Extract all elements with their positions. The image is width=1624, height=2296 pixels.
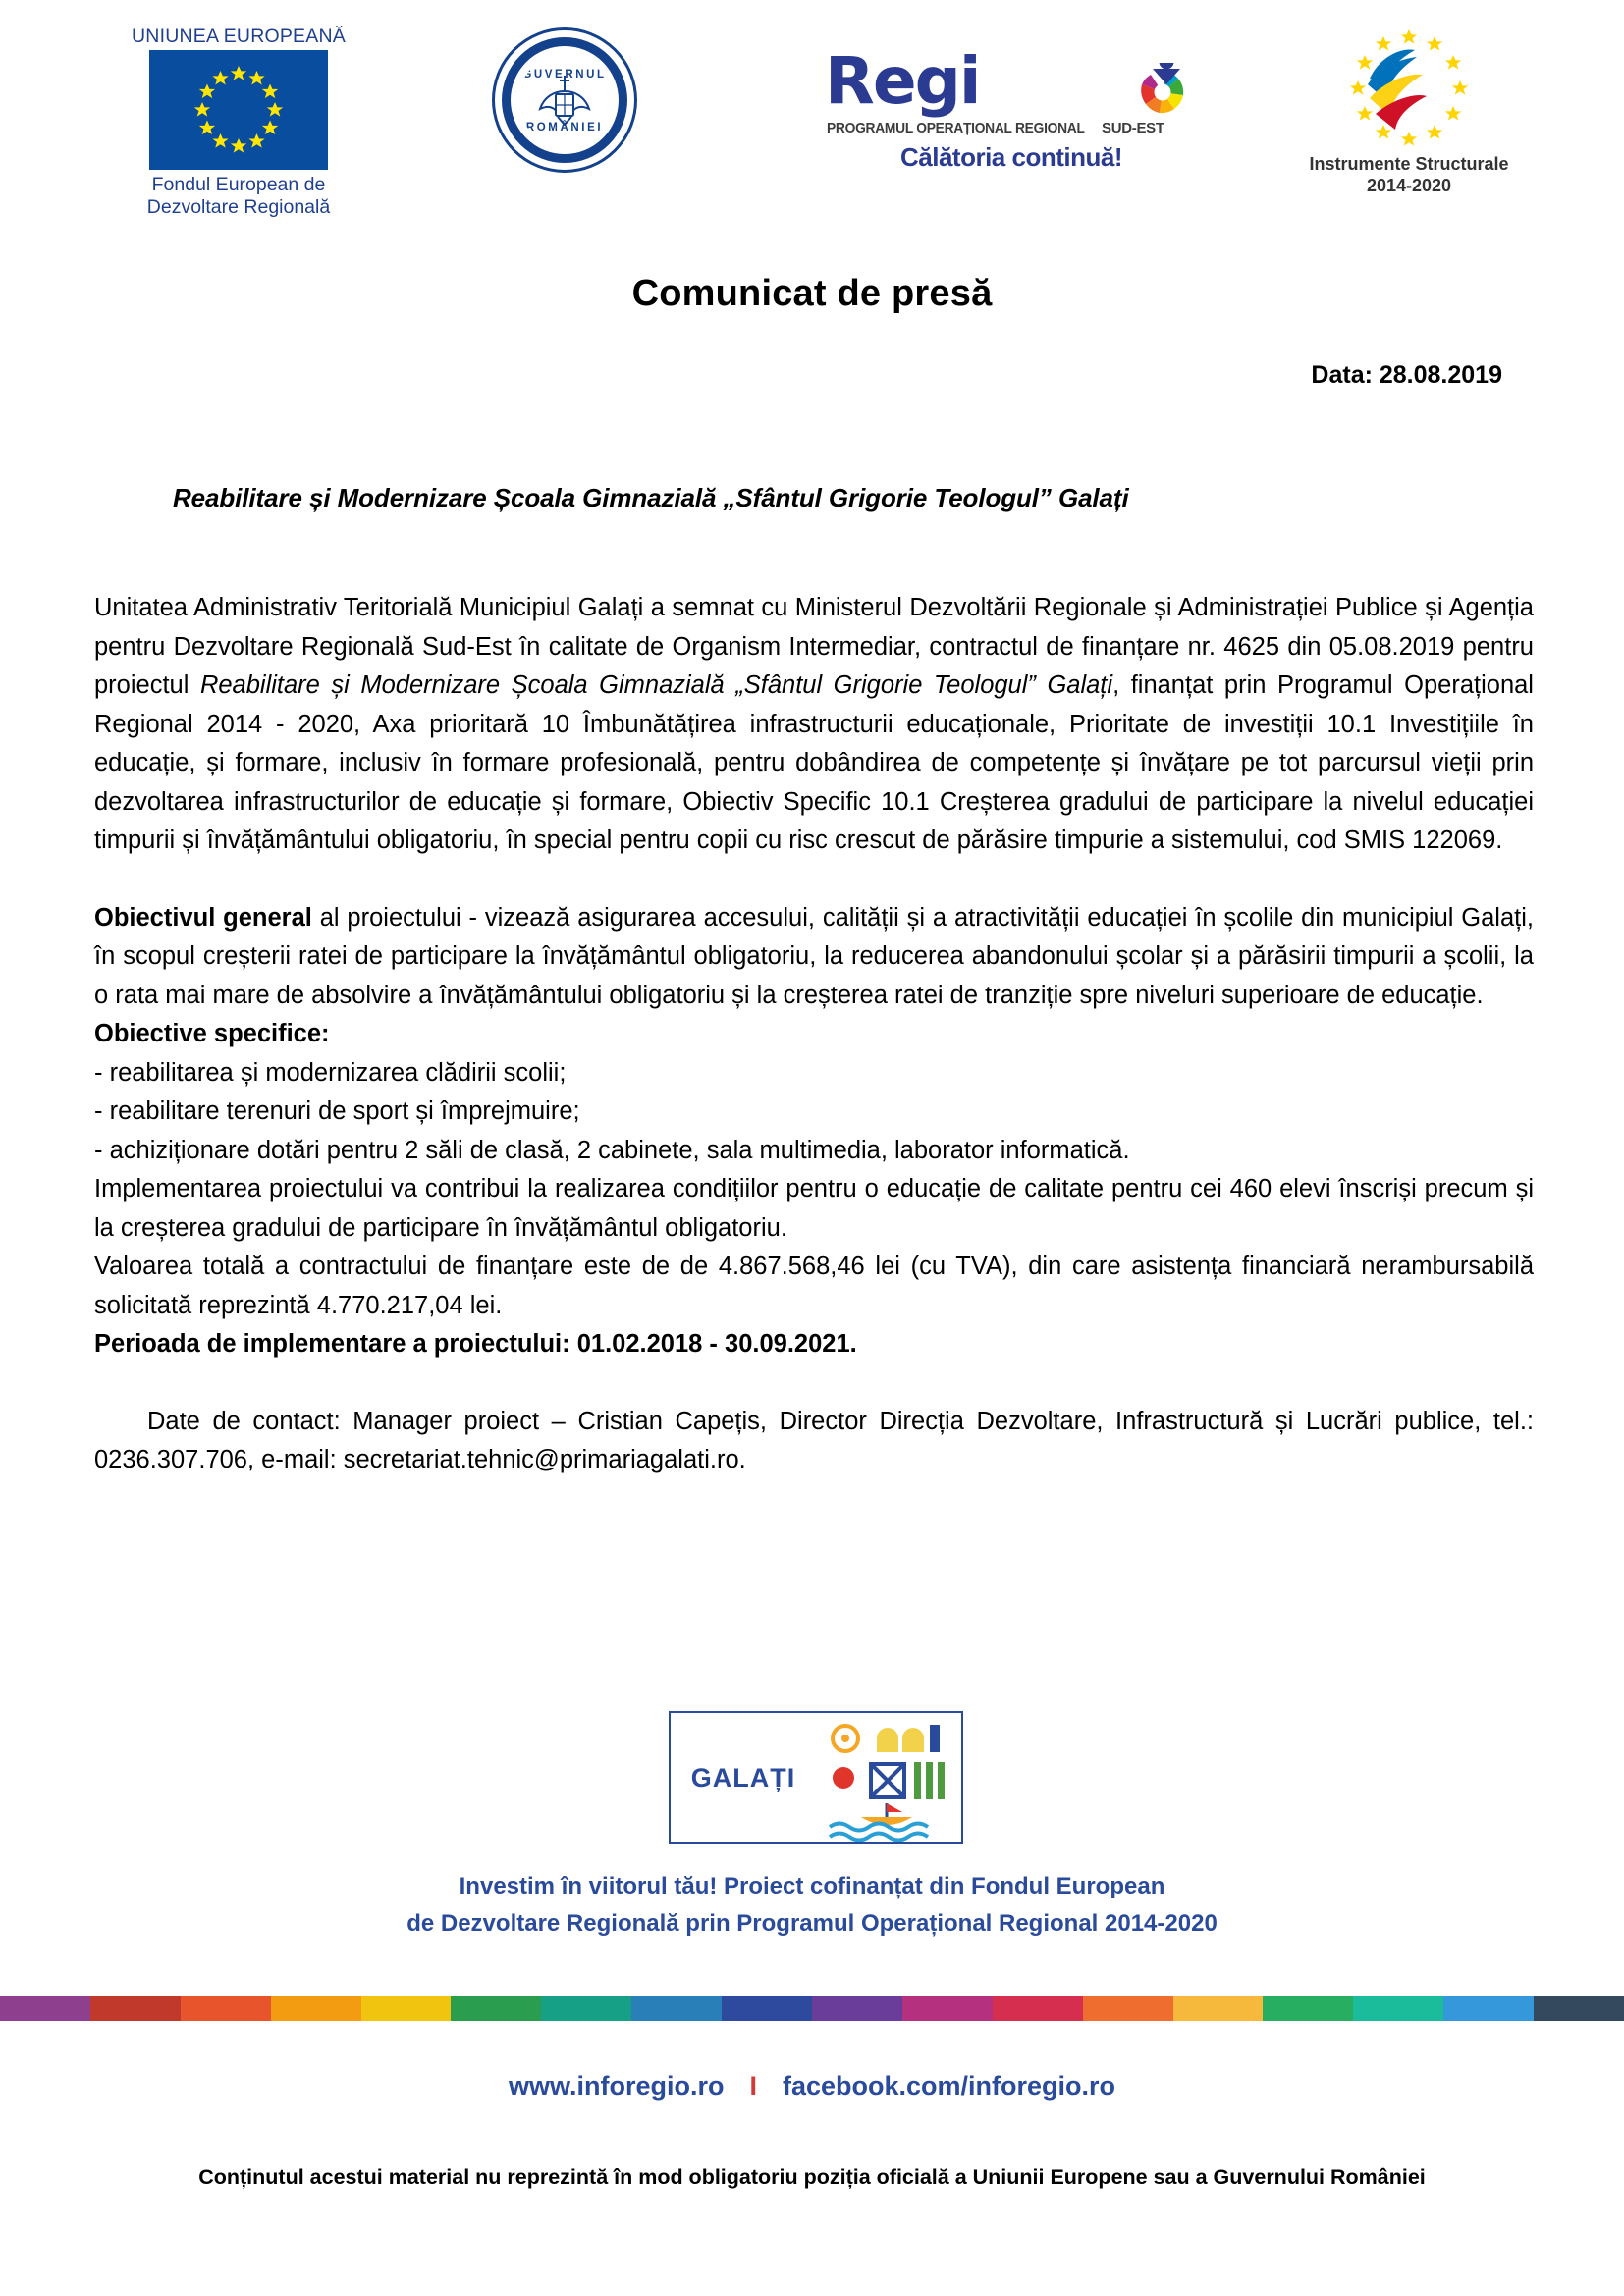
footer-disclaimer: Conținutul acestui material nu reprezintă în mod obligatoriu poziția oficială a Uniunii Europene sau a Guvernului României — [198, 2165, 1426, 2189]
rainbow-divider — [0, 1996, 1624, 2021]
galati-logo-emblem-box — [816, 1711, 963, 1844]
regio-region-label: SUD-EST — [1102, 120, 1164, 136]
rainbow-segment — [451, 1996, 541, 2021]
paragraph-period: Perioada de implementare a proiectului: 01.02.2018 - 30.09.2021. — [94, 1330, 857, 1358]
paragraph-general-objective — [94, 899, 1534, 1016]
galati-logo-label: GALAȚI — [690, 1762, 796, 1792]
rainbow-segment — [812, 1996, 902, 2021]
specific-objectives-heading: Obiective specifice: — [94, 1020, 330, 1047]
footer-slogan — [0, 1868, 1624, 1943]
rainbow-segment — [722, 1996, 812, 2021]
document-body — [94, 589, 1534, 1480]
eu-logo-subtitle-line2: Dezvoltare Regională — [146, 196, 331, 219]
general-objective-text: al proiectului - vizează asigurarea accesului, calității și a atractivității educației în școlile din municipiul Galați, în scopul creșterii ratei de participare la învățământul obligatoriu, la reducerea abandonului școlar și a părăsirii timpurii a școlii, la o rata mai mare de absolvire a învățământului obligatoriu și la creșterea ratei de tranziție spre niveluri superioare de educație. — [94, 903, 1534, 1009]
specific-objective-item: - reabilitarea și modernizarea clădirii scolii; — [94, 1058, 567, 1087]
government-of-romania-logo — [461, 27, 668, 175]
general-objective-label: Obiectivul general — [94, 903, 312, 932]
inforegio-facebook-link[interactable]: facebook.com/inforegio.ro — [782, 2071, 1116, 2101]
rainbow-segment — [90, 1996, 181, 2021]
rainbow-segment — [993, 1996, 1083, 2021]
rainbow-segment — [1353, 1996, 1443, 2021]
rainbow-segment — [1083, 1996, 1173, 2021]
rainbow-segment — [1263, 1996, 1353, 2021]
galati-logo-wordmark-box — [669, 1711, 816, 1844]
instrumente-structurale-logo — [1247, 27, 1571, 196]
link-separator: I — [749, 2071, 757, 2101]
paragraph-spacer — [94, 861, 1534, 899]
regio-program-label: PROGRAMUL OPERAȚIONAL REGIONAL — [827, 120, 1085, 136]
document-date: Data: 28.08.2019 — [1311, 361, 1502, 389]
paragraph-contract — [94, 589, 1534, 861]
regio-colorwheel-icon — [1135, 63, 1190, 118]
instrumente-structurale-line1: Instrumente Structurale — [1309, 154, 1509, 174]
footer-slogan-line1: Investim în viitorul tău! Proiect cofinanțat din Fondul European — [459, 1873, 1165, 1899]
paragraph-contract-project-name: Reabilitare și Modernizare Școala Gimnazială „Sfântul Grigorie Teologul” Galați — [199, 671, 1113, 699]
header-logo-strip — [0, 18, 1624, 219]
regio-tagline: Călătoria continuă! — [900, 142, 1122, 172]
instrumente-structurale-line2: 2014-2020 — [1366, 175, 1452, 195]
rainbow-segment — [1443, 1996, 1534, 2021]
inforegio-website-link[interactable]: www.inforegio.ro — [508, 2071, 725, 2101]
rainbow-segment — [631, 1996, 722, 2021]
galati-emblem-icon — [816, 1713, 959, 1842]
specific-objective-item: - reabilitare terenuri de sport și împrejmuire; — [94, 1097, 580, 1125]
government-seal-text-bottom: ROMÂNIEI — [525, 122, 604, 133]
eu-logo-subtitle-line1: Fondul European de — [151, 174, 326, 196]
footer-links — [0, 2071, 1624, 2102]
specific-objective-item: - achiziționare dotări pentru 2 săli de clasă, 2 cabinete, sala multimedia, laborator informatică. — [94, 1136, 1130, 1164]
project-subtitle: Reabilitare și Modernizare Școala Gimnazială „Sfântul Grigorie Teologul” Galați — [173, 483, 1129, 512]
regio-logo — [815, 45, 1208, 192]
rainbow-segment — [361, 1996, 452, 2021]
government-seal-icon — [492, 27, 637, 173]
rainbow-segment — [902, 1996, 993, 2021]
paragraph-implementation: Implementarea proiectului va contribui la realizarea condițiilor pentru o educație de calitate pentru cei 460 elevi înscriși precum și la creșterea gradului de participare în învățământul obligatoriu. — [94, 1175, 1534, 1242]
rainbow-segment — [1173, 1996, 1264, 2021]
government-seal-text-top: GUVERNUL — [522, 69, 607, 80]
paragraph-spacer — [94, 1364, 1534, 1403]
rainbow-segment — [181, 1996, 271, 2021]
paragraph-contract-part1: Unitatea Administrativ Teritorială Municipiul Galați a semnat cu Ministerul Dezvoltării Regionale și Administrației Publice și Agenția pentru Dezvoltare Regională Sud-Est în calitate de Organism Intermediar, contractul de finanțare nr. 4625 din 05.08.2019 pentru proiectul — [94, 594, 1534, 699]
eu-flag-icon — [149, 50, 328, 170]
footer-slogan-line2: de Dezvoltare Regională prin Programul Operațional Regional 2014-2020 — [406, 1910, 1218, 1937]
galati-city-logo — [669, 1711, 963, 1844]
eu-logo-title: UNIUNEA EUROPEANĂ — [132, 26, 346, 47]
regio-wordmark: Regi — [825, 43, 980, 119]
paragraph-contact: Date de contact: Manager proiect – Cristian Capețis, Director Direcția Dezvoltare, Infrastructură și Lucrări publice, tel.: 0236.307.706, e-mail: secretariat.tehnic@primariagalati.ro. — [94, 1407, 1534, 1473]
structural-instruments-icon — [1340, 27, 1478, 150]
romanian-eagle-icon — [532, 68, 597, 133]
rainbow-segment — [271, 1996, 361, 2021]
rainbow-segment — [541, 1996, 631, 2021]
rainbow-segment — [0, 1996, 90, 2021]
paragraph-value: Valoarea totală a contractului de finanțare este de de 4.867.568,46 lei (cu TVA), din care asistența financiară nerambursabilă solicitată reprezintă 4.770.217,04 lei. — [94, 1253, 1534, 1319]
rainbow-segment — [1534, 1996, 1624, 2021]
eu-logo — [106, 26, 371, 219]
page-title: Comunicat de presă — [631, 273, 993, 314]
paragraph-contract-part2: , finanțat prin Programul Operațional Regional 2014 - 2020, Axa prioritară 10 Îmbunătățirea infrastructurii educaționale, Prioritate de investiții 10.1 Investițiile în educație, și formare, inclusiv în formare profesională, pentru dobândirea de competențe și învățare pe tot parcursul vieții prin dezvoltarea infrastructurilor de educație și formare, Obiectiv Specific 10.1 Creșterea gradului de participare la nivelul educației timpurii și învățământului obligatoriu, în special pentru copii cu risc crescut de părăsire timpurie a sistemului, cod SMIS 122069. — [94, 671, 1534, 854]
